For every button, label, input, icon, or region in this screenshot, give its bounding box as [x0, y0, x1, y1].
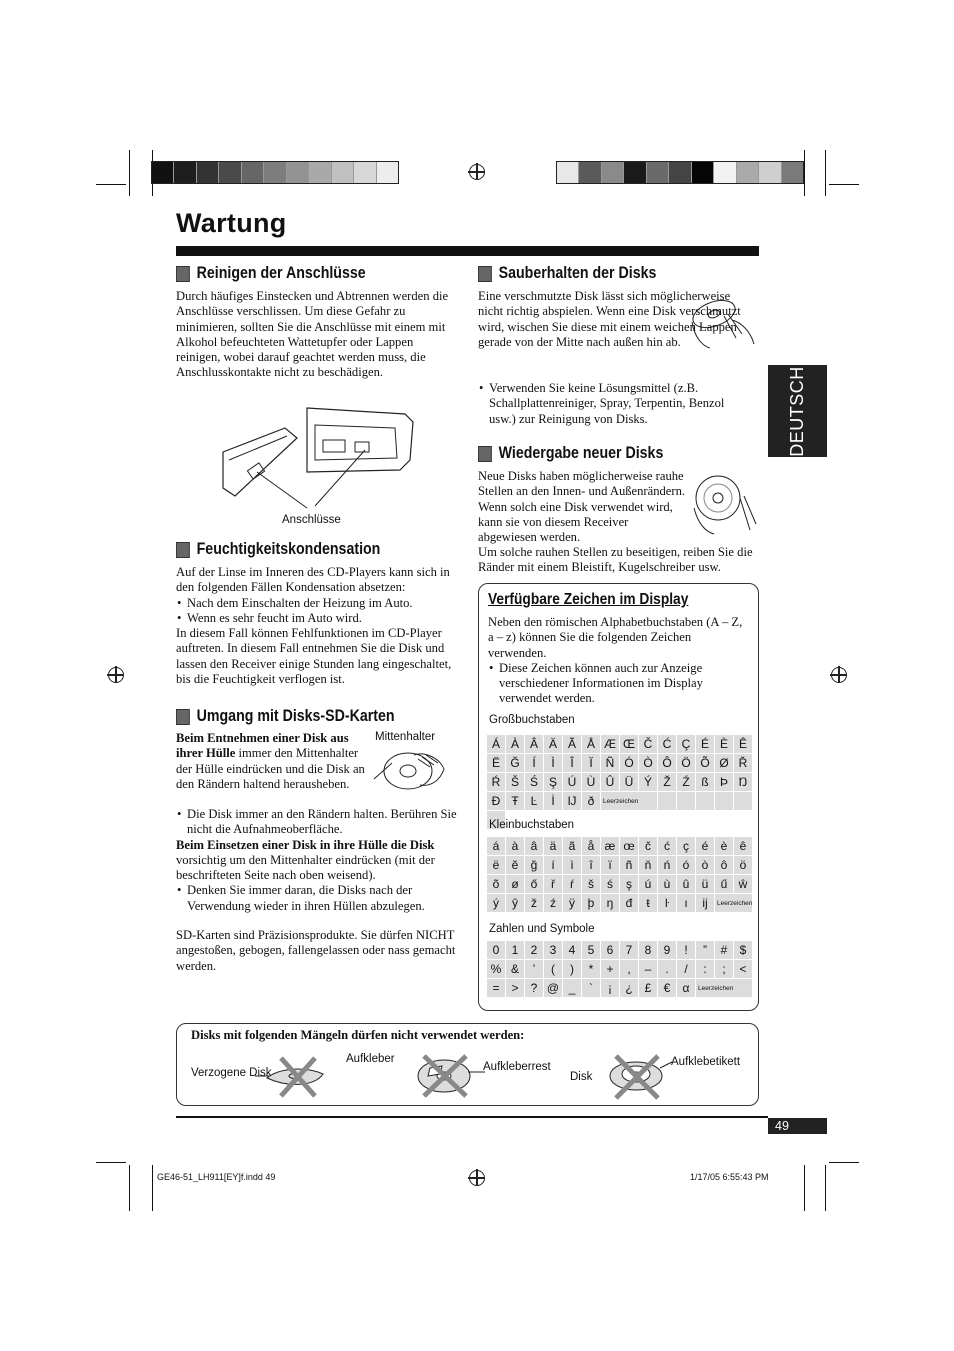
- char-cell: !: [677, 941, 695, 959]
- text: vorsichtig um den Mittenhalter eindrücken (mit der beschrifteten Seite nach oben weisend).: [176, 852, 435, 883]
- char-cell: ĕ: [506, 856, 524, 874]
- strip-swatch: [557, 162, 579, 183]
- char-cell: ï: [601, 856, 619, 874]
- strip-swatch: [624, 162, 646, 183]
- char-cell: ÿ: [563, 894, 581, 912]
- heading-square-icon: [176, 709, 190, 725]
- char-cell: ŧ: [639, 894, 657, 912]
- char-cell: ű: [715, 875, 733, 893]
- lowercase-grid: [487, 837, 752, 912]
- char-cell: ŀ: [658, 894, 676, 912]
- char-cell: Î: [563, 754, 581, 772]
- disk-case-illustration: [370, 745, 450, 795]
- char-cell: ő: [525, 875, 543, 893]
- char-cell: `: [582, 979, 600, 997]
- char-cell: þ: [582, 894, 600, 912]
- reinigen-body: [176, 289, 456, 381]
- char-cell: [696, 792, 714, 810]
- char-cell: Š: [506, 773, 524, 791]
- character-box-body: [488, 615, 746, 707]
- char-cell: õ: [487, 875, 505, 893]
- wiedergabe-body: [478, 469, 688, 545]
- bold-text: Beim Einsetzen einer Disk in ihre Hülle die Disk: [176, 837, 435, 852]
- crop-mark: [804, 150, 805, 196]
- char-cell: €: [658, 979, 676, 997]
- paragraph: Um solche rauhen Stellen zu beseitigen, reiben Sie die Ränder mit einem Bleistift, Kugelschreiber usw.: [478, 545, 753, 575]
- char-cell: Â: [525, 735, 543, 753]
- strip-swatch: [332, 162, 354, 183]
- char-cell: û: [677, 875, 695, 893]
- char-cell: ;: [715, 960, 733, 978]
- char-cell: &: [506, 960, 524, 978]
- char-cell: Leerzeichen: [715, 894, 752, 912]
- label-verzogene: Verzogene Disk: [191, 1067, 272, 1079]
- char-cell: ž: [525, 894, 543, 912]
- char-cell: Ë: [487, 754, 505, 772]
- char-cell: /: [677, 960, 695, 978]
- char-cell: Þ: [715, 773, 733, 791]
- strip-swatch: [309, 162, 331, 183]
- char-cell: é: [696, 837, 714, 855]
- char-cell: Ò: [639, 754, 657, 772]
- footer-timestamp: 1/17/05 6:55:43 PM: [690, 1172, 769, 1182]
- strip-swatch: [692, 162, 714, 183]
- heading-text: Wiedergabe neuer Disks: [498, 444, 664, 462]
- char-cell: Ê: [734, 735, 752, 753]
- char-cell: ê: [734, 837, 752, 855]
- char-cell: ú: [639, 875, 657, 893]
- char-cell: Ï: [582, 754, 600, 772]
- char-cell: Ŀ: [525, 792, 543, 810]
- char-cell: Č: [639, 735, 657, 753]
- char-cell: Ř: [734, 754, 752, 772]
- language-tab: [768, 365, 827, 457]
- char-cell: Đ: [487, 792, 505, 810]
- char-cell: 4: [563, 941, 581, 959]
- char-cell: 7: [620, 941, 638, 959]
- strip-swatch: [197, 162, 219, 183]
- strip-swatch: [377, 162, 398, 183]
- character-box-title: Verfügbare Zeichen im Display: [488, 591, 689, 608]
- char-cell: 1: [506, 941, 524, 959]
- char-cell: Ä: [544, 735, 562, 753]
- char-cell: ): [563, 960, 581, 978]
- paragraph: SD-Karten sind Präzisionsprodukte. Sie dürfen NICHT angestoßen, gebogen, fallengelassen oder nass gemacht werden.: [176, 928, 456, 973]
- char-cell: Ŕ: [487, 773, 505, 791]
- crop-mark: [129, 1165, 130, 1211]
- char-cell: ĳ: [696, 894, 714, 912]
- char-cell: ,: [620, 960, 638, 978]
- strip-swatch: [287, 162, 309, 183]
- paragraph: [176, 731, 368, 792]
- char-cell: Ć: [658, 735, 676, 753]
- char-cell: Û: [601, 773, 619, 791]
- heading-square-icon: [478, 266, 492, 282]
- char-cell: è: [715, 837, 733, 855]
- char-cell: ?: [525, 979, 543, 997]
- char-cell: Ŋ: [734, 773, 752, 791]
- char-cell: Ž: [658, 773, 676, 791]
- char-cell: Å: [582, 735, 600, 753]
- crop-mark: [96, 184, 126, 185]
- char-cell: È: [715, 735, 733, 753]
- char-cell: š: [582, 875, 600, 893]
- char-cell: %: [487, 960, 505, 978]
- char-cell: ô: [715, 856, 733, 874]
- label-numbers: Zahlen und Symbole: [489, 923, 595, 935]
- feucht-body: [176, 565, 458, 687]
- char-cell: *: [582, 960, 600, 978]
- crop-mark: [829, 1162, 859, 1163]
- char-cell: ø: [506, 875, 524, 893]
- char-cell: ù: [658, 875, 676, 893]
- strip-swatch: [242, 162, 264, 183]
- char-cell: ź: [544, 894, 562, 912]
- char-cell: ü: [696, 875, 714, 893]
- uppercase-grid: [487, 735, 752, 829]
- umgang-body-1: [176, 731, 368, 792]
- char-cell: ŋ: [601, 894, 619, 912]
- char-cell: À: [506, 735, 524, 753]
- char-cell: (: [544, 960, 562, 978]
- char-cell: Ñ: [601, 754, 619, 772]
- char-cell: #: [715, 941, 733, 959]
- registration-mark-icon: [469, 1170, 485, 1186]
- char-cell: ç: [677, 837, 695, 855]
- char-cell: đ: [620, 894, 638, 912]
- char-cell: å: [582, 837, 600, 855]
- char-cell: Ù: [582, 773, 600, 791]
- char-cell: 2: [525, 941, 543, 959]
- char-cell: Æ: [601, 735, 619, 753]
- char-cell: Õ: [696, 754, 714, 772]
- char-cell: Œ: [620, 735, 638, 753]
- char-cell: 8: [639, 941, 657, 959]
- char-cell: Leerzeichen: [601, 792, 657, 810]
- color-strip-left: [151, 161, 399, 184]
- char-cell: $: [734, 941, 752, 959]
- char-cell: ’: [525, 960, 543, 978]
- sticker-disk-illustration: [410, 1050, 485, 1100]
- strip-swatch: [782, 162, 803, 183]
- char-cell: Ś: [525, 773, 543, 791]
- sauber-bullet: [478, 381, 753, 427]
- section-heading-umgang: [176, 707, 395, 726]
- char-cell: –: [639, 960, 657, 978]
- registration-mark-icon: [831, 667, 847, 683]
- char-cell: í: [544, 856, 562, 874]
- char-cell: ý: [487, 894, 505, 912]
- char-cell: ŷ: [506, 894, 524, 912]
- label-uppercase: Großbuchstaben: [489, 714, 575, 726]
- heading-text: Feuchtigkeitskondensation: [196, 540, 381, 558]
- char-cell: ã: [563, 837, 581, 855]
- char-cell: Ü: [620, 773, 638, 791]
- section-heading-reinigen: [176, 264, 366, 283]
- label-aufklebetikett: Aufklebetikett: [671, 1056, 741, 1068]
- char-cell: á: [487, 837, 505, 855]
- label-disk-illustration: [596, 1052, 676, 1100]
- char-cell: ö: [734, 856, 752, 874]
- char-cell: ¡: [601, 979, 619, 997]
- char-cell: Ã: [563, 735, 581, 753]
- char-cell: ë: [487, 856, 505, 874]
- crop-mark: [825, 1165, 826, 1211]
- char-cell: [658, 792, 676, 810]
- char-cell: É: [696, 735, 714, 753]
- char-cell: ð: [582, 792, 600, 810]
- connector-illustration: [215, 400, 420, 515]
- crop-mark: [129, 150, 130, 196]
- char-cell: +: [601, 960, 619, 978]
- page-number: 49: [768, 1118, 827, 1134]
- char-cell: £: [639, 979, 657, 997]
- text: immer den Mittenhalter der Hülle eindrücken und die Disk an den Rändern haltend herausheben.: [176, 746, 365, 791]
- paragraph: Eine verschmutzte Disk lässt sich möglicherweise nicht richtig abspielen. Wenn eine Disk verschmutzt wird, wischen Sie diese mit einem weichen Lappen gerade von der Mitte nach außen hin ab.: [478, 289, 741, 349]
- char-cell: 3: [544, 941, 562, 959]
- strip-swatch: [602, 162, 624, 183]
- figure-label-anschluesse: Anschlüsse: [282, 514, 341, 526]
- heading-square-icon: [176, 542, 190, 558]
- char-cell: Ŧ: [506, 792, 524, 810]
- heading-text: Sauberhalten der Disks: [498, 264, 657, 282]
- char-cell: œ: [620, 837, 638, 855]
- char-cell: Ö: [677, 754, 695, 772]
- char-cell: =: [487, 979, 505, 997]
- defects-title: Disks mit folgenden Mängeln dürfen nicht verwendet werden:: [191, 1028, 525, 1042]
- bold-text: Beim Entnehmen einer Disk aus ihrer Hülle: [176, 731, 349, 761]
- char-cell: 6: [601, 941, 619, 959]
- char-cell: ŵ: [734, 875, 752, 893]
- char-cell: [734, 792, 752, 810]
- heading-square-icon: [478, 446, 492, 462]
- bullet-list: [176, 596, 458, 627]
- char-cell: >: [506, 979, 524, 997]
- char-cell: [715, 792, 733, 810]
- char-cell: <: [734, 960, 752, 978]
- crop-mark: [825, 150, 826, 196]
- char-cell: 5: [582, 941, 600, 959]
- char-cell: Ô: [658, 754, 676, 772]
- list-item: • Wenn es sehr feucht im Auto wird.: [176, 611, 458, 626]
- strip-swatch: [737, 162, 759, 183]
- char-cell: ä: [544, 837, 562, 855]
- strip-swatch: [152, 162, 174, 183]
- strip-swatch: [579, 162, 601, 183]
- paragraph: Neue Disks haben möglicherweise rauhe Stellen an den Innen- und Außenrändern. Wenn solch eine Disk verwendet wird, kann sie von diesem Receiver abgewiesen werden.: [478, 469, 686, 545]
- char-cell: ó: [677, 856, 695, 874]
- char-cell: ”: [696, 941, 714, 959]
- label-lowercase: Kleinbuchstaben: [489, 819, 575, 831]
- char-cell: 0: [487, 941, 505, 959]
- char-cell: ş: [620, 875, 638, 893]
- char-cell: ŕ: [563, 875, 581, 893]
- list-item: • Die Disk immer an den Rändern halten. Berühren Sie nicht die Aufnahmeoberfläche.: [176, 807, 461, 838]
- char-cell: î: [582, 856, 600, 874]
- bullet-list: [478, 381, 753, 427]
- strip-swatch: [647, 162, 669, 183]
- char-cell: @: [544, 979, 562, 997]
- char-cell: α: [677, 979, 695, 997]
- char-cell: ß: [696, 773, 714, 791]
- char-cell: Ú: [563, 773, 581, 791]
- char-cell: ń: [658, 856, 676, 874]
- char-cell: ò: [696, 856, 714, 874]
- char-cell: [677, 792, 695, 810]
- paragraph: In diesem Fall können Fehlfunktionen im CD-Player auftreten. In diesem Fall entnehmen Sie die Disk und lassen den Receiver einige Stunden lang eingeschaltet, bis die Feuchtigkeit verflogen ist.: [176, 626, 452, 687]
- label-aufkleberrest: Aufkleberrest: [483, 1061, 551, 1073]
- bullet-list: [176, 883, 461, 914]
- bullet-list: [488, 661, 746, 707]
- char-cell: ı: [677, 894, 695, 912]
- list-item: • Nach dem Einschalten der Heizung im Auto.: [176, 596, 458, 611]
- char-cell: æ: [601, 837, 619, 855]
- title-bar: [176, 246, 759, 256]
- crop-mark: [96, 1162, 126, 1163]
- strip-swatch: [714, 162, 736, 183]
- section-heading-feucht: [176, 540, 380, 559]
- umgang-body-2: [176, 807, 461, 974]
- list-item: • Verwenden Sie keine Lösungsmittel (z.B. Schallplattenreiniger, Spray, Terpentin, Benzol usw.) zur Reinigung von Disks.: [478, 381, 753, 427]
- section-heading-wiedergabe: [478, 444, 663, 463]
- char-cell: ì: [563, 856, 581, 874]
- paragraph: [176, 838, 461, 884]
- char-cell: Ğ: [506, 754, 524, 772]
- wiedergabe-body-2: [478, 545, 753, 576]
- char-cell: Á: [487, 735, 505, 753]
- char-cell: Ø: [715, 754, 733, 772]
- strip-swatch: [219, 162, 241, 183]
- strip-swatch: [354, 162, 376, 183]
- char-cell: :: [696, 960, 714, 978]
- registration-mark-icon: [469, 164, 485, 180]
- heading-text: Umgang mit Disks-SD-Karten: [196, 707, 395, 725]
- figure-label-mittenhalter: Mittenhalter: [375, 731, 436, 743]
- label-disk: Disk: [570, 1071, 593, 1083]
- list-item: • Denken Sie immer daran, die Disks nach der Verwendung wieder in ihren Hüllen abzulegen.: [176, 883, 461, 914]
- char-cell: İ: [544, 792, 562, 810]
- language-tab-label: DEUTSCH: [787, 365, 808, 457]
- char-cell: ś: [601, 875, 619, 893]
- char-cell: ć: [658, 837, 676, 855]
- bottom-rule: [176, 1116, 768, 1118]
- strip-swatch: [669, 162, 691, 183]
- char-cell: ¿: [620, 979, 638, 997]
- warped-disk-illustration: [255, 1052, 335, 1100]
- crop-mark: [152, 1165, 153, 1211]
- strip-swatch: [264, 162, 286, 183]
- footer-filename: GE46-51_LH911[EY]f.indd 49: [157, 1172, 276, 1182]
- section-heading-sauber: [478, 264, 656, 283]
- crop-mark: [804, 1165, 805, 1211]
- char-cell: ň: [639, 856, 657, 874]
- char-cell: č: [639, 837, 657, 855]
- char-cell: Ì: [544, 754, 562, 772]
- char-cell: à: [506, 837, 524, 855]
- char-cell: Ĳ: [563, 792, 581, 810]
- char-cell: 9: [658, 941, 676, 959]
- char-cell: Í: [525, 754, 543, 772]
- char-cell: Leerzeichen: [696, 979, 752, 997]
- char-cell: Ý: [639, 773, 657, 791]
- numbers-grid: [487, 941, 752, 997]
- new-disk-illustration: [684, 468, 760, 540]
- crop-mark: [829, 184, 859, 185]
- registration-mark-icon: [108, 667, 124, 683]
- paragraph: Neben den römischen Alphabetbuchstaben (A – Z, a – z) können Sie die folgenden Zeichen verwenden.: [488, 615, 743, 660]
- char-cell: Ş: [544, 773, 562, 791]
- heading-text: Reinigen der Anschlüsse: [196, 264, 366, 282]
- char-cell: .: [658, 960, 676, 978]
- char-cell: ñ: [620, 856, 638, 874]
- label-aufkleber: Aufkleber: [346, 1053, 395, 1065]
- color-strip-right: [556, 161, 804, 184]
- sauber-body: [478, 289, 741, 350]
- paragraph: Auf der Linse im Inneren des CD-Players kann sich in den folgenden Fällen Kondensation absetzen:: [176, 565, 450, 595]
- page-title: Wartung: [176, 208, 287, 238]
- char-cell: Ź: [677, 773, 695, 791]
- list-item: • Diese Zeichen können auch zur Anzeige verschiedener Informationen im Display verwendet werden.: [488, 661, 746, 707]
- bullet-list: [176, 807, 461, 838]
- strip-swatch: [174, 162, 196, 183]
- char-cell: Ç: [677, 735, 695, 753]
- char-cell: â: [525, 837, 543, 855]
- paragraph: Durch häufiges Einstecken und Abtrennen werden die Anschlüsse verschlissen. Um diese Gefahr zu minimieren, sollten Sie die Anschlüsse mit einem mit Alkohol befeuchteten Wattetupfer oder Lappen reinigen, wobei darauf geachtet werden muss, die Anschlusskontakte nicht zu beschädigen.: [176, 289, 449, 380]
- char-cell: _: [563, 979, 581, 997]
- char-cell: Ó: [620, 754, 638, 772]
- char-cell: ğ: [525, 856, 543, 874]
- strip-swatch: [759, 162, 781, 183]
- heading-square-icon: [176, 266, 190, 282]
- char-cell: ř: [544, 875, 562, 893]
